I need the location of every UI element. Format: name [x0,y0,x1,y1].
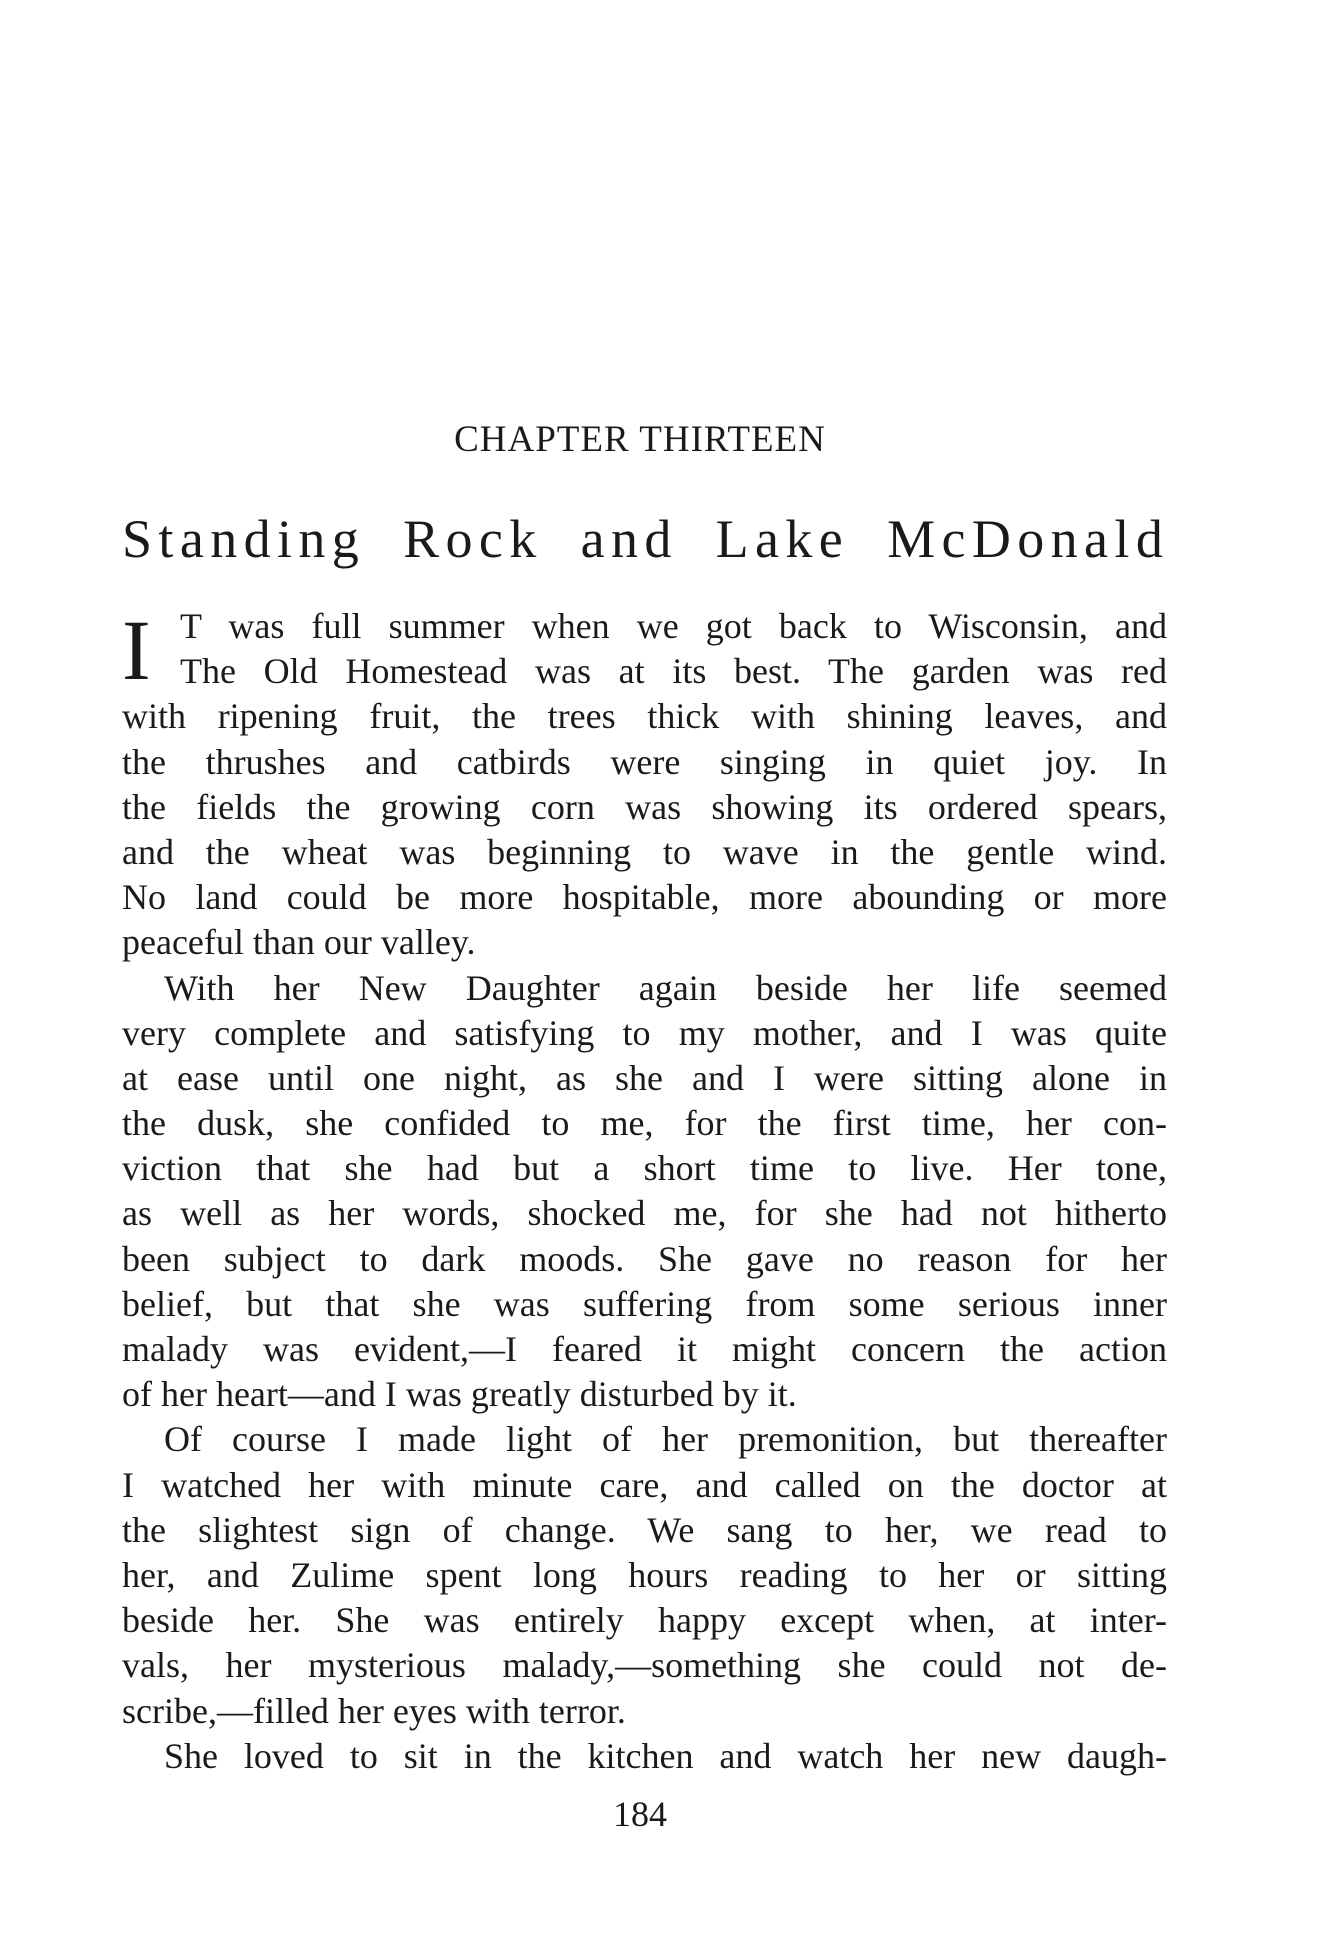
chapter-label: CHAPTER THIRTEEN [454,419,826,460]
text-line: of her heart—and I was greatly disturbed by it. [122,1374,797,1415]
text-line: been subject to dark moods. She gave no reason for her [122,1238,1167,1279]
text-line: With her New Daughter again beside her life seemed [164,967,1167,1008]
body-text [122,604,1167,1779]
text-line: peaceful than our valley. [122,922,476,963]
drop-cap: I [122,602,151,698]
text-line: the thrushes and catbirds were singing in quiet joy. In [122,741,1167,782]
page-number: 184 [613,1794,667,1834]
text-line: No land could be more hospitable, more abounding or more [122,877,1167,918]
text-line: with ripening fruit, the trees thick with shining leaves, and [122,696,1167,737]
chapter-title: Standing Rock and Lake McDonald [122,509,1170,569]
text-line: as well as her words, shocked me, for she had not hitherto [122,1193,1167,1234]
text-line: the dusk, she confided to me, for the first time, her con- [122,1103,1167,1144]
text-line: at ease until one night, as she and I were sitting alone in [122,1057,1167,1098]
text-line: The Old Homestead was at its best. The garden was red [180,651,1167,692]
text-line: vals, her mysterious malady,—something she could not de- [122,1645,1167,1686]
text-line: belief, but that she was suffering from some serious inner [122,1283,1167,1324]
text-line: the slightest sign of change. We sang to her, we read to [122,1509,1167,1550]
text-line: I watched her with minute care, and called on the doctor at [122,1464,1167,1505]
text-line: the fields the growing corn was showing its ordered spears, [122,786,1167,827]
text-line: scribe,—filled her eyes with terror. [122,1690,626,1731]
text-line: Of course I made light of her premonition, but thereafter [164,1419,1167,1460]
text-line: very complete and satisfying to my mother, and I was quite [122,1012,1167,1053]
text-line: She loved to sit in the kitchen and watch her new daugh- [164,1735,1167,1776]
text-line: and the wheat was beginning to wave in the gentle wind. [122,831,1167,872]
text-line: beside her. She was entirely happy except when, at inter- [122,1600,1167,1641]
text-line: her, and Zulime spent long hours reading to her or sitting [122,1554,1167,1595]
text-line: viction that she had but a short time to live. Her tone, [122,1148,1167,1189]
text-line: malady was evident,—I feared it might concern the action [122,1329,1167,1369]
text-line: T was full summer when we got back to Wisconsin, and [180,606,1167,646]
